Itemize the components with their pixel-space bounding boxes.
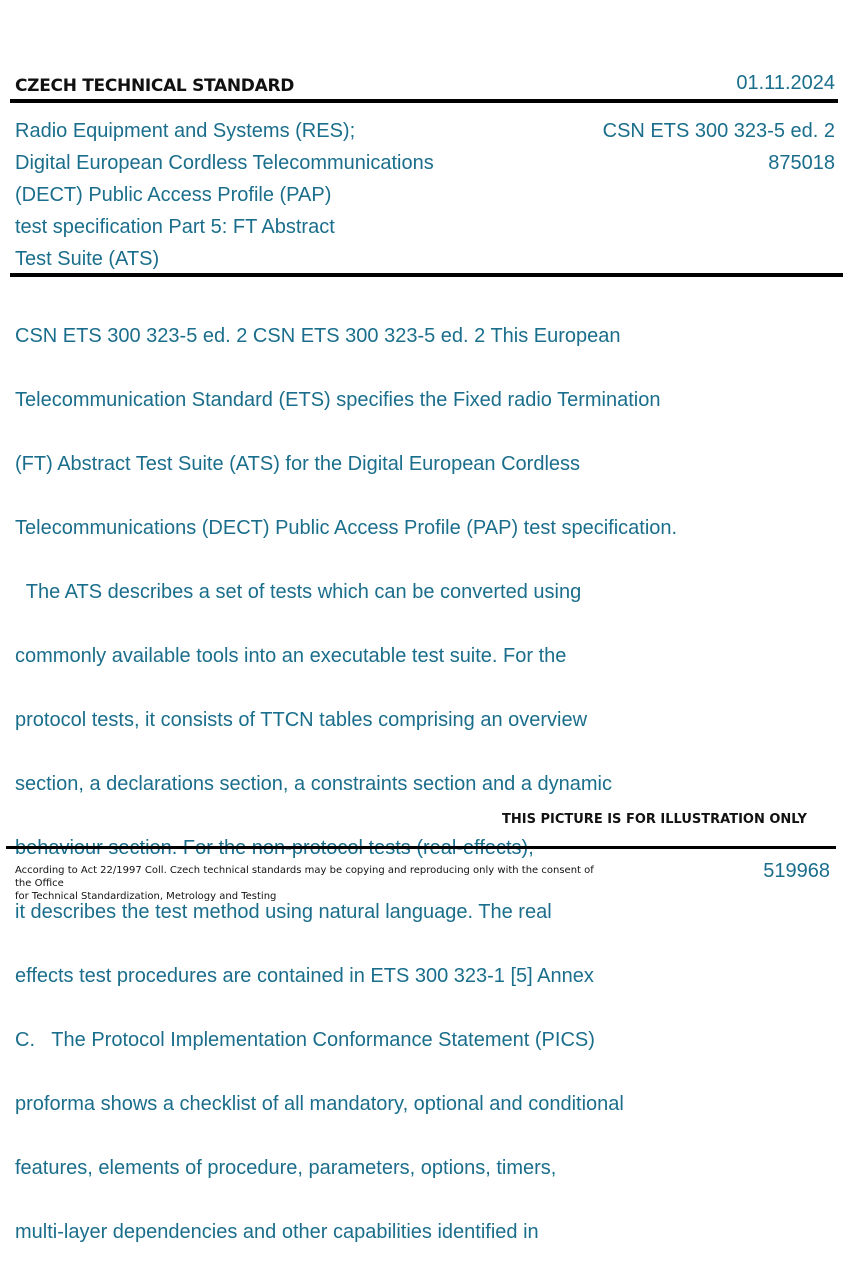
header-divider (10, 99, 838, 103)
abstract-line: section, a declarations section, a constraints section and a dynamic (15, 773, 612, 795)
standard-number: 875018 (768, 152, 835, 174)
abstract-line: Telecommunication Standard (ETS) specifies the Fixed radio Termination (15, 389, 661, 411)
title-line: Digital European Cordless Telecommunications (15, 152, 434, 174)
title-line: Radio Equipment and Systems (RES); (15, 120, 356, 142)
abstract-line: protocol tests, it consists of TTCN tables comprising an overview (15, 709, 588, 731)
legal-notice (15, 864, 595, 903)
abstract-line: CSN ETS 300 323-5 ed. 2 CSN ETS 300 323-5 ed. 2 This European (15, 325, 621, 347)
title-line: (DECT) Public Access Profile (PAP) (15, 184, 332, 206)
abstract-line: (FT) Abstract Test Suite (ATS) for the Digital European Cordless (15, 453, 581, 475)
abstract-line: it describes the test method using natural language. The real (15, 901, 552, 923)
title-divider (10, 273, 843, 277)
standard-identifier (603, 115, 835, 179)
document-category: CZECH TECHNICAL STANDARD (15, 76, 295, 96)
standard-abstract (15, 288, 765, 1280)
illustration-disclaimer: THIS PICTURE IS FOR ILLUSTRATION ONLY (502, 812, 807, 827)
abstract-line: features, elements of procedure, parameters, options, timers, (15, 1157, 557, 1179)
standard-title (15, 115, 535, 275)
legal-notice-line: According to Act 22/1997 Coll. Czech technical standards may be copying and reproducing only with the consent of the Office (15, 865, 594, 889)
legal-notice-line: for Technical Standardization, Metrology and Testing (15, 891, 277, 902)
title-line: test specification Part 5: FT Abstract (15, 216, 335, 238)
catalog-number: 519968 (763, 860, 830, 882)
publication-date: 01.11.2024 (736, 72, 835, 94)
footer-divider (6, 846, 836, 849)
abstract-line: effects test procedures are contained in ETS 300 323-1 [5] Annex (15, 965, 594, 987)
title-line: Test Suite (ATS) (15, 248, 160, 270)
standard-code: CSN ETS 300 323-5 ed. 2 (602, 120, 835, 142)
abstract-line: multi-layer dependencies and other capabilities identified in (15, 1221, 539, 1243)
abstract-line: The ATS describes a set of tests which can be converted using (15, 581, 582, 603)
abstract-line: Telecommunications (DECT) Public Access Profile (PAP) test specification. (15, 517, 678, 539)
abstract-line: proforma shows a checklist of all mandatory, optional and conditional (15, 1093, 624, 1115)
abstract-line: commonly available tools into an executable test suite. For the (15, 645, 567, 667)
abstract-line: C. The Protocol Implementation Conformance Statement (PICS) (15, 1029, 595, 1051)
